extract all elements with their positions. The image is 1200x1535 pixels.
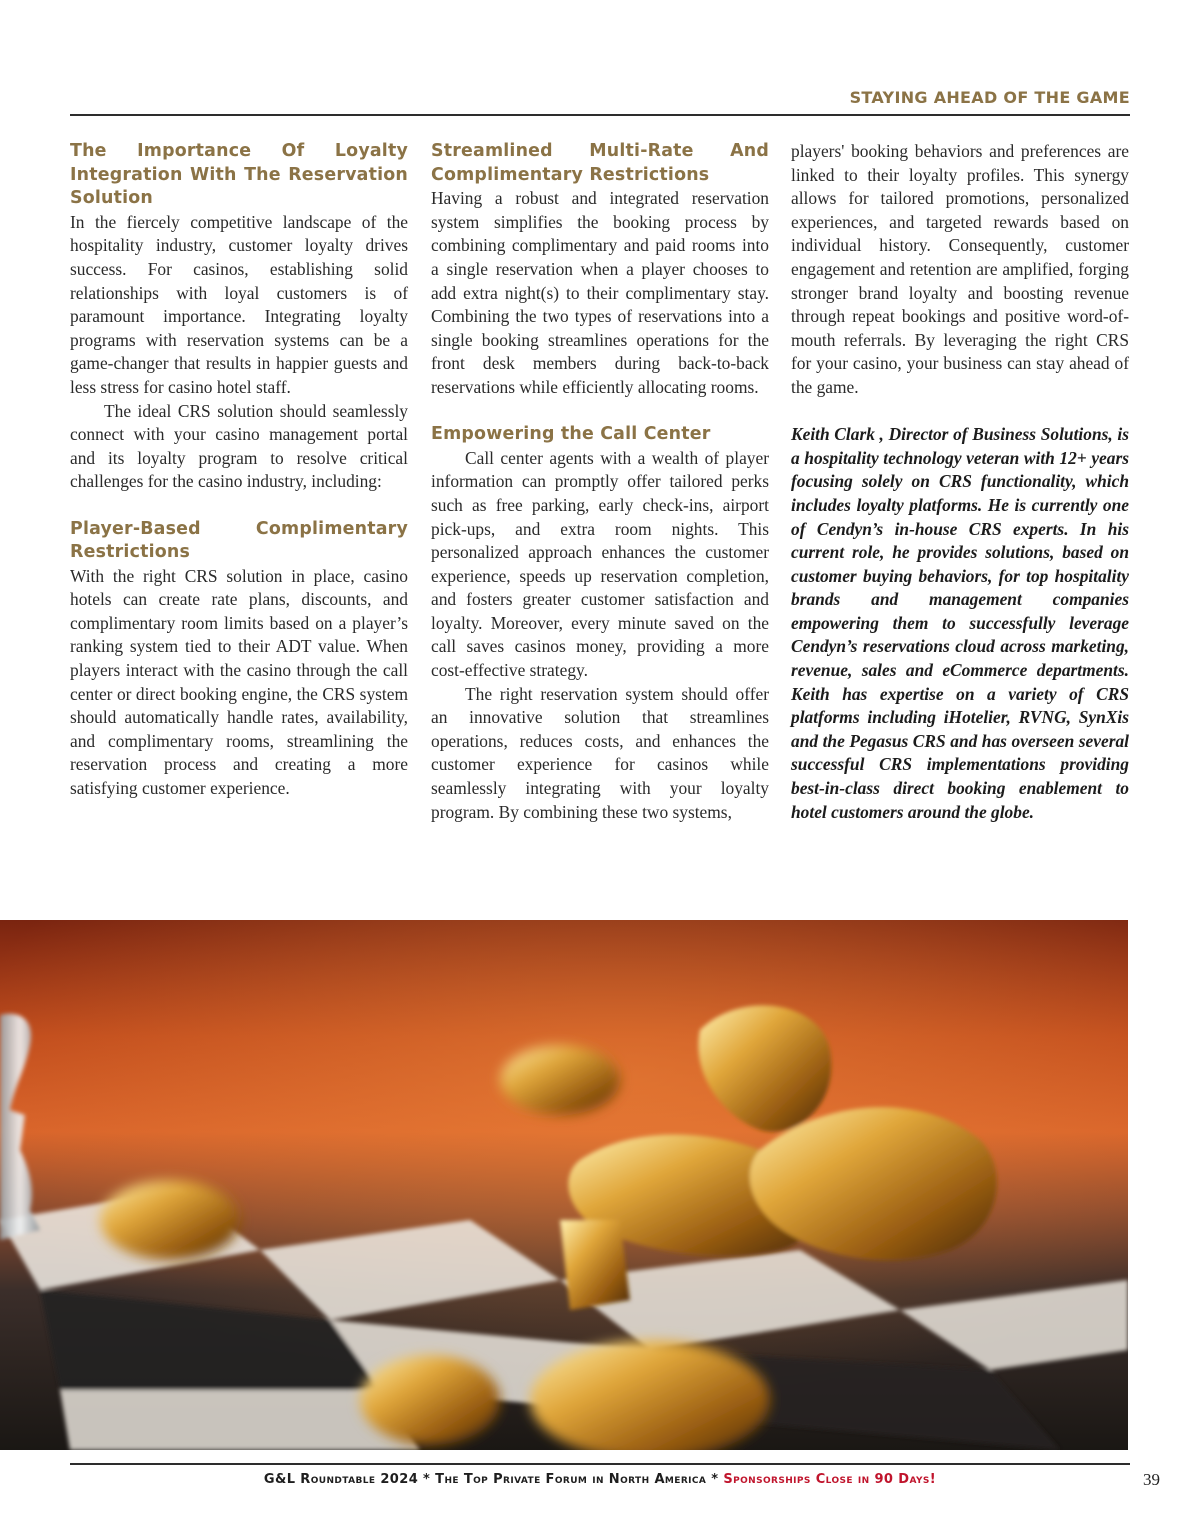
header-divider bbox=[70, 114, 1130, 116]
footer-main-text: G&L Roundtable 2024 * The Top Private Forum in North America * bbox=[263, 1472, 724, 1487]
paragraph: The right reservation system should offer an innovative solution that streamlines operations, reduces costs, and enhances the customer experience for casinos while seamlessly integrating with your loyalty program. By combining these two systems, bbox=[431, 683, 769, 822]
chess-pieces-photo bbox=[0, 920, 1128, 1450]
paragraph: In the fiercely competitive landscape of the hospitality industry, customer loyalty drives success. For casinos, establishing solid relationships with loyal customers is of paramount importance. Integrating loyalty programs with reservation systems can be a game-changer that results in happier guests and less stress for casino hotel staff. bbox=[70, 211, 408, 397]
author-bio: Keith Clark , Director of Business Solutions, is a hospitality technology veteran with 12+ years focusing solely on CRS functionality, which includes loyalty platforms. He is currently one of Cendyn’s in-house CRS experts. In his current role, he provides solutions, based on customer buying behaviors, for top hospitality brands and management companies empowering them to successfully leverage Cendyn’s reservations cloud across marketing, revenue, sales and eCommerce departments. Keith has expertise on a variety of CRS platforms including iHotelier, RVNG, SynXis and the Pegasus CRS and has overseen several successful CRS implementations providing best-in-class direct booking enablement to hotel customers around the globe. bbox=[791, 424, 1129, 822]
heading-multi-rate: Streamlined Multi-Rate And Complimentary Restrictions bbox=[431, 141, 769, 185]
column-2 bbox=[431, 140, 769, 824]
column-3 bbox=[791, 140, 1129, 824]
paragraph: Having a robust and integrated reservation system simplifies the booking process by combining complimentary and paid rooms into a single reservation when a player chooses to add extra night(s) to their complimentary stay. Combining the two types of reservations into a single booking streamlines operations for the front desk members during back-to-back reservations while efficiently allocating rooms. bbox=[431, 188, 769, 397]
column-1 bbox=[70, 140, 408, 801]
paragraph: players' booking behaviors and preferences are linked to their loyalty profiles. This synergy allows for tailored promotions, personalized experiences, and targeted rewards based on individual history. Consequently, customer engagement and retention are amplified, forging stronger brand loyalty and boosting revenue through repeat bookings and positive word-of-mouth referrals. By leveraging the right CRS for your casino, your business can stay ahead of the game. bbox=[791, 141, 1129, 397]
footer-highlight-text: Sponsorships Close in 90 Days! bbox=[723, 1472, 937, 1487]
paragraph: Call center agents with a wealth of player information can promptly offer tailored perks such as free parking, early check-ins, airport pick-ups, and extra room nights. This personalized approach enhances the customer experience, speeds up reservation completion, and fosters greater customer satisfaction and loyalty. Moreover, every minute saved on the call saves casinos money, providing a more cost-effective strategy. bbox=[431, 447, 769, 681]
footer-tagline bbox=[70, 1472, 1130, 1487]
footer-divider bbox=[70, 1463, 1130, 1465]
heading-player-based-restrictions: Player-Based Complimentary Restrictions bbox=[70, 518, 408, 563]
paragraph: With the right CRS solution in place, casino hotels can create rate plans, discounts, and complimentary room limits based on a player’s ranking system tied to their ADT value. When players interact with the casino through the call center or direct booking engine, the CRS system should automatically handle rates, availability, and complimentary rooms, streamlining the reservation process and creating a more satisfying customer experience. bbox=[70, 565, 408, 799]
section-title: STAYING AHEAD OF THE GAME bbox=[849, 88, 1130, 107]
paragraph: The ideal CRS solution should seamlessly connect with your casino management portal and its loyalty program to resolve critical challenges for the casino industry, including: bbox=[70, 400, 408, 492]
heading-call-center: Empowering the Call Center bbox=[431, 424, 711, 445]
page-number: 39 bbox=[1143, 1470, 1160, 1489]
heading-loyalty-integration: The Importance Of Loyalty Integration With The Reservation Solution bbox=[70, 141, 408, 209]
